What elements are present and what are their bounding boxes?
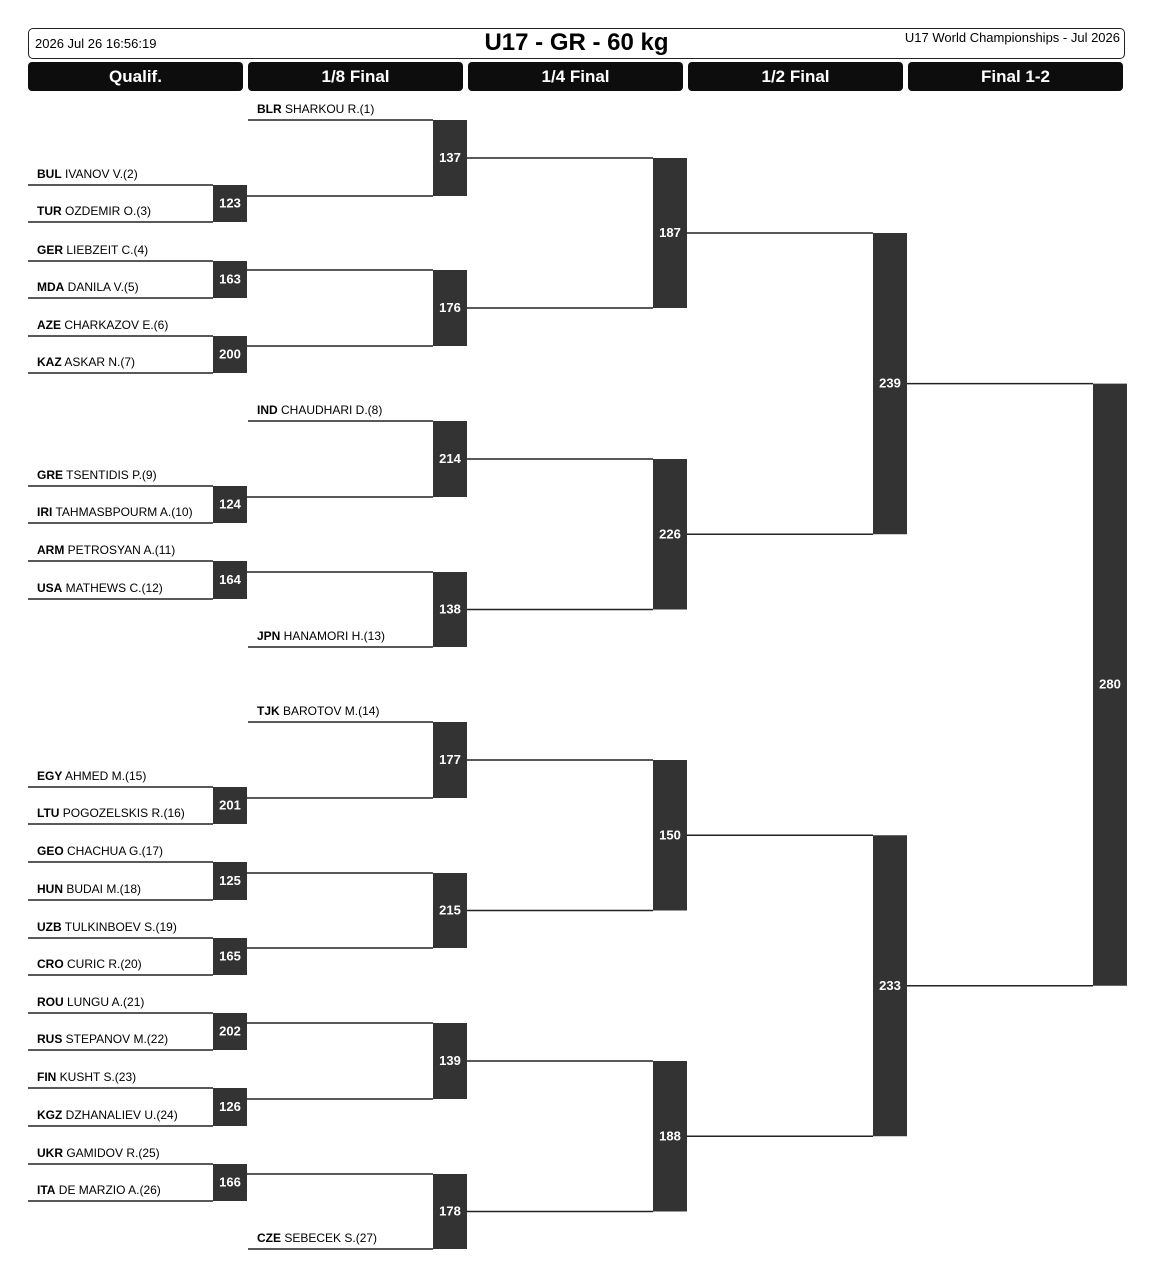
qualif-bout-number: 163 [219,271,241,287]
eighth-final-bout-number: 176 [439,300,461,315]
wrestler-entry [37,505,193,519]
wrestler-country: KAZ [37,355,62,369]
wrestler-country: UKR [37,1146,63,1160]
wrestler-name: CHACHUA G.(17) [63,844,164,858]
wrestler-country: GEO [37,844,64,858]
eighth-final-bout-number: 137 [439,150,461,165]
wrestler-entry [37,920,177,934]
wrestler-country: GRE [37,468,64,482]
quarter-final-bout-number: 187 [659,225,681,240]
wrestler-entry [37,243,148,257]
wrestler-name: TULKINBOEV S.(19) [61,920,177,934]
wrestler-entry [37,844,163,858]
wrestler-name: SHARKOU R.(1) [281,102,375,116]
wrestler-country: MDA [37,280,65,294]
round-header-qualif: Qualif. [28,62,243,91]
wrestler-name: DZHANALIEV U.(24) [62,1108,178,1122]
page-title: U17 - GR - 60 kg [484,29,669,56]
wrestler-country: EGY [37,769,63,783]
quarter-final-bout-number: 188 [659,1128,681,1144]
wrestler-name: BAROTOV M.(14) [279,704,380,718]
wrestler-name: LIEBZEIT C.(4) [63,243,149,257]
wrestler-entry [37,581,163,595]
qualif-bout-number: 164 [219,572,241,587]
wrestler-name: OZDEMIR O.(3) [61,204,152,218]
round-header-quarter-final: 1/4 Final [468,62,683,91]
wrestler-country: JPN [257,629,281,643]
wrestler-name: SEBECEK S.(27) [281,1231,378,1245]
wrestler-country: RUS [37,1032,63,1046]
wrestler-entry [37,167,138,181]
wrestler-name: DE MARZIO A.(26) [55,1183,161,1197]
wrestler-country: ROU [37,995,64,1009]
wrestler-name: DANILA V.(5) [64,280,139,294]
wrestler-name: PETROSYAN A.(11) [64,543,176,557]
wrestler-entry [37,995,144,1009]
wrestler-entry [37,1183,161,1197]
wrestler-entry [257,102,374,116]
semi-final-bout-number: 233 [879,977,901,993]
qualif-bout-number: 166 [219,1174,241,1190]
wrestler-entry [37,806,185,820]
wrestler-name: CURIC R.(20) [63,957,142,971]
wrestler-name: KUSHT S.(23) [56,1070,137,1084]
qualif-bout-number: 202 [219,1023,241,1039]
qualif-bout-number: 125 [219,873,241,888]
wrestler-entry [37,1070,136,1084]
wrestler-country: BLR [257,102,282,116]
wrestler-country: GER [37,243,64,257]
wrestler-country: IND [257,403,278,417]
wrestler-entry [37,280,139,294]
wrestler-name: STEPANOV M.(22) [62,1032,169,1046]
wrestler-entry [257,629,385,643]
wrestler-country: LTU [37,806,60,820]
wrestler-name: TAHMASBPOURM A.(10) [52,505,193,519]
event-name: U17 World Championships - Jul 2026 [904,30,1120,45]
quarter-final-bout-number: 150 [659,827,681,843]
wrestler-entry [37,957,142,971]
qualif-bout-number: 165 [219,948,241,964]
wrestler-name: AHMED M.(15) [62,769,147,783]
qualif-bout-number: 126 [219,1099,241,1114]
wrestler-country: ARM [37,543,65,557]
wrestler-entry [37,1108,178,1122]
wrestler-country: ITA [37,1183,56,1197]
wrestler-name: HANAMORI H.(13) [280,629,386,643]
wrestler-country: TUR [37,204,62,218]
wrestler-name: LUNGU A.(21) [63,995,145,1009]
wrestler-entry [37,204,151,218]
wrestler-name: CHAUDHARI D.(8) [277,403,383,417]
eighth-final-bout-number: 138 [439,601,461,617]
wrestler-entry [37,769,146,783]
wrestler-country: IRI [37,505,53,519]
round-header-final: Final 1-2 [908,62,1123,91]
wrestler-entry [257,403,382,417]
wrestler-entry [37,468,157,482]
wrestler-name: MATHEWS C.(12) [62,581,163,595]
eighth-final-bout-number: 177 [439,752,461,767]
round-header-eighth-final: 1/8 Final [248,62,463,91]
wrestler-country: BUL [37,167,62,181]
eighth-final-bout-number: 139 [439,1053,461,1068]
wrestler-name: POGOZELSKIS R.(16) [59,806,185,820]
final-bout-number: 280 [1099,676,1121,692]
wrestler-entry [37,1146,160,1160]
wrestler-country: AZE [37,318,61,332]
wrestler-country: FIN [37,1070,57,1084]
wrestler-entry [37,318,168,332]
wrestler-country: TJK [257,704,280,718]
wrestler-entry [257,704,379,718]
wrestler-entry [257,1231,377,1245]
qualif-bout-number: 124 [219,496,241,512]
quarter-final-bout-number: 226 [659,526,681,542]
wrestler-country: USA [37,581,63,595]
wrestler-name: IVANOV V.(2) [61,167,138,181]
qualif-bout-number: 200 [219,346,241,362]
wrestler-name: ASKAR N.(7) [61,355,136,369]
semi-final-bout-number: 239 [879,375,901,391]
eighth-final-bout-number: 178 [439,1203,461,1219]
wrestler-name: GAMIDOV R.(25) [63,1146,160,1160]
eighth-final-bout-number: 214 [439,451,461,466]
wrestler-name: CHARKAZOV E.(6) [61,318,169,332]
qualif-bout-number: 123 [219,195,241,211]
qualif-bout-number: 201 [219,797,241,813]
wrestler-country: UZB [37,920,62,934]
wrestler-entry [37,355,135,369]
wrestler-entry [37,882,141,896]
header-datetime: 2026 Jul 26 16:56:19 [35,36,157,51]
wrestler-country: CRO [37,957,64,971]
wrestler-country: HUN [37,882,63,896]
eighth-final-bout-number: 215 [439,902,461,918]
wrestler-entry [37,1032,168,1046]
wrestler-name: BUDAI M.(18) [63,882,142,896]
wrestler-country: CZE [257,1231,281,1245]
round-header-semi-final: 1/2 Final [688,62,903,91]
wrestler-country: KGZ [37,1108,63,1122]
wrestler-entry [37,543,175,557]
wrestler-name: TSENTIDIS P.(9) [63,468,157,482]
